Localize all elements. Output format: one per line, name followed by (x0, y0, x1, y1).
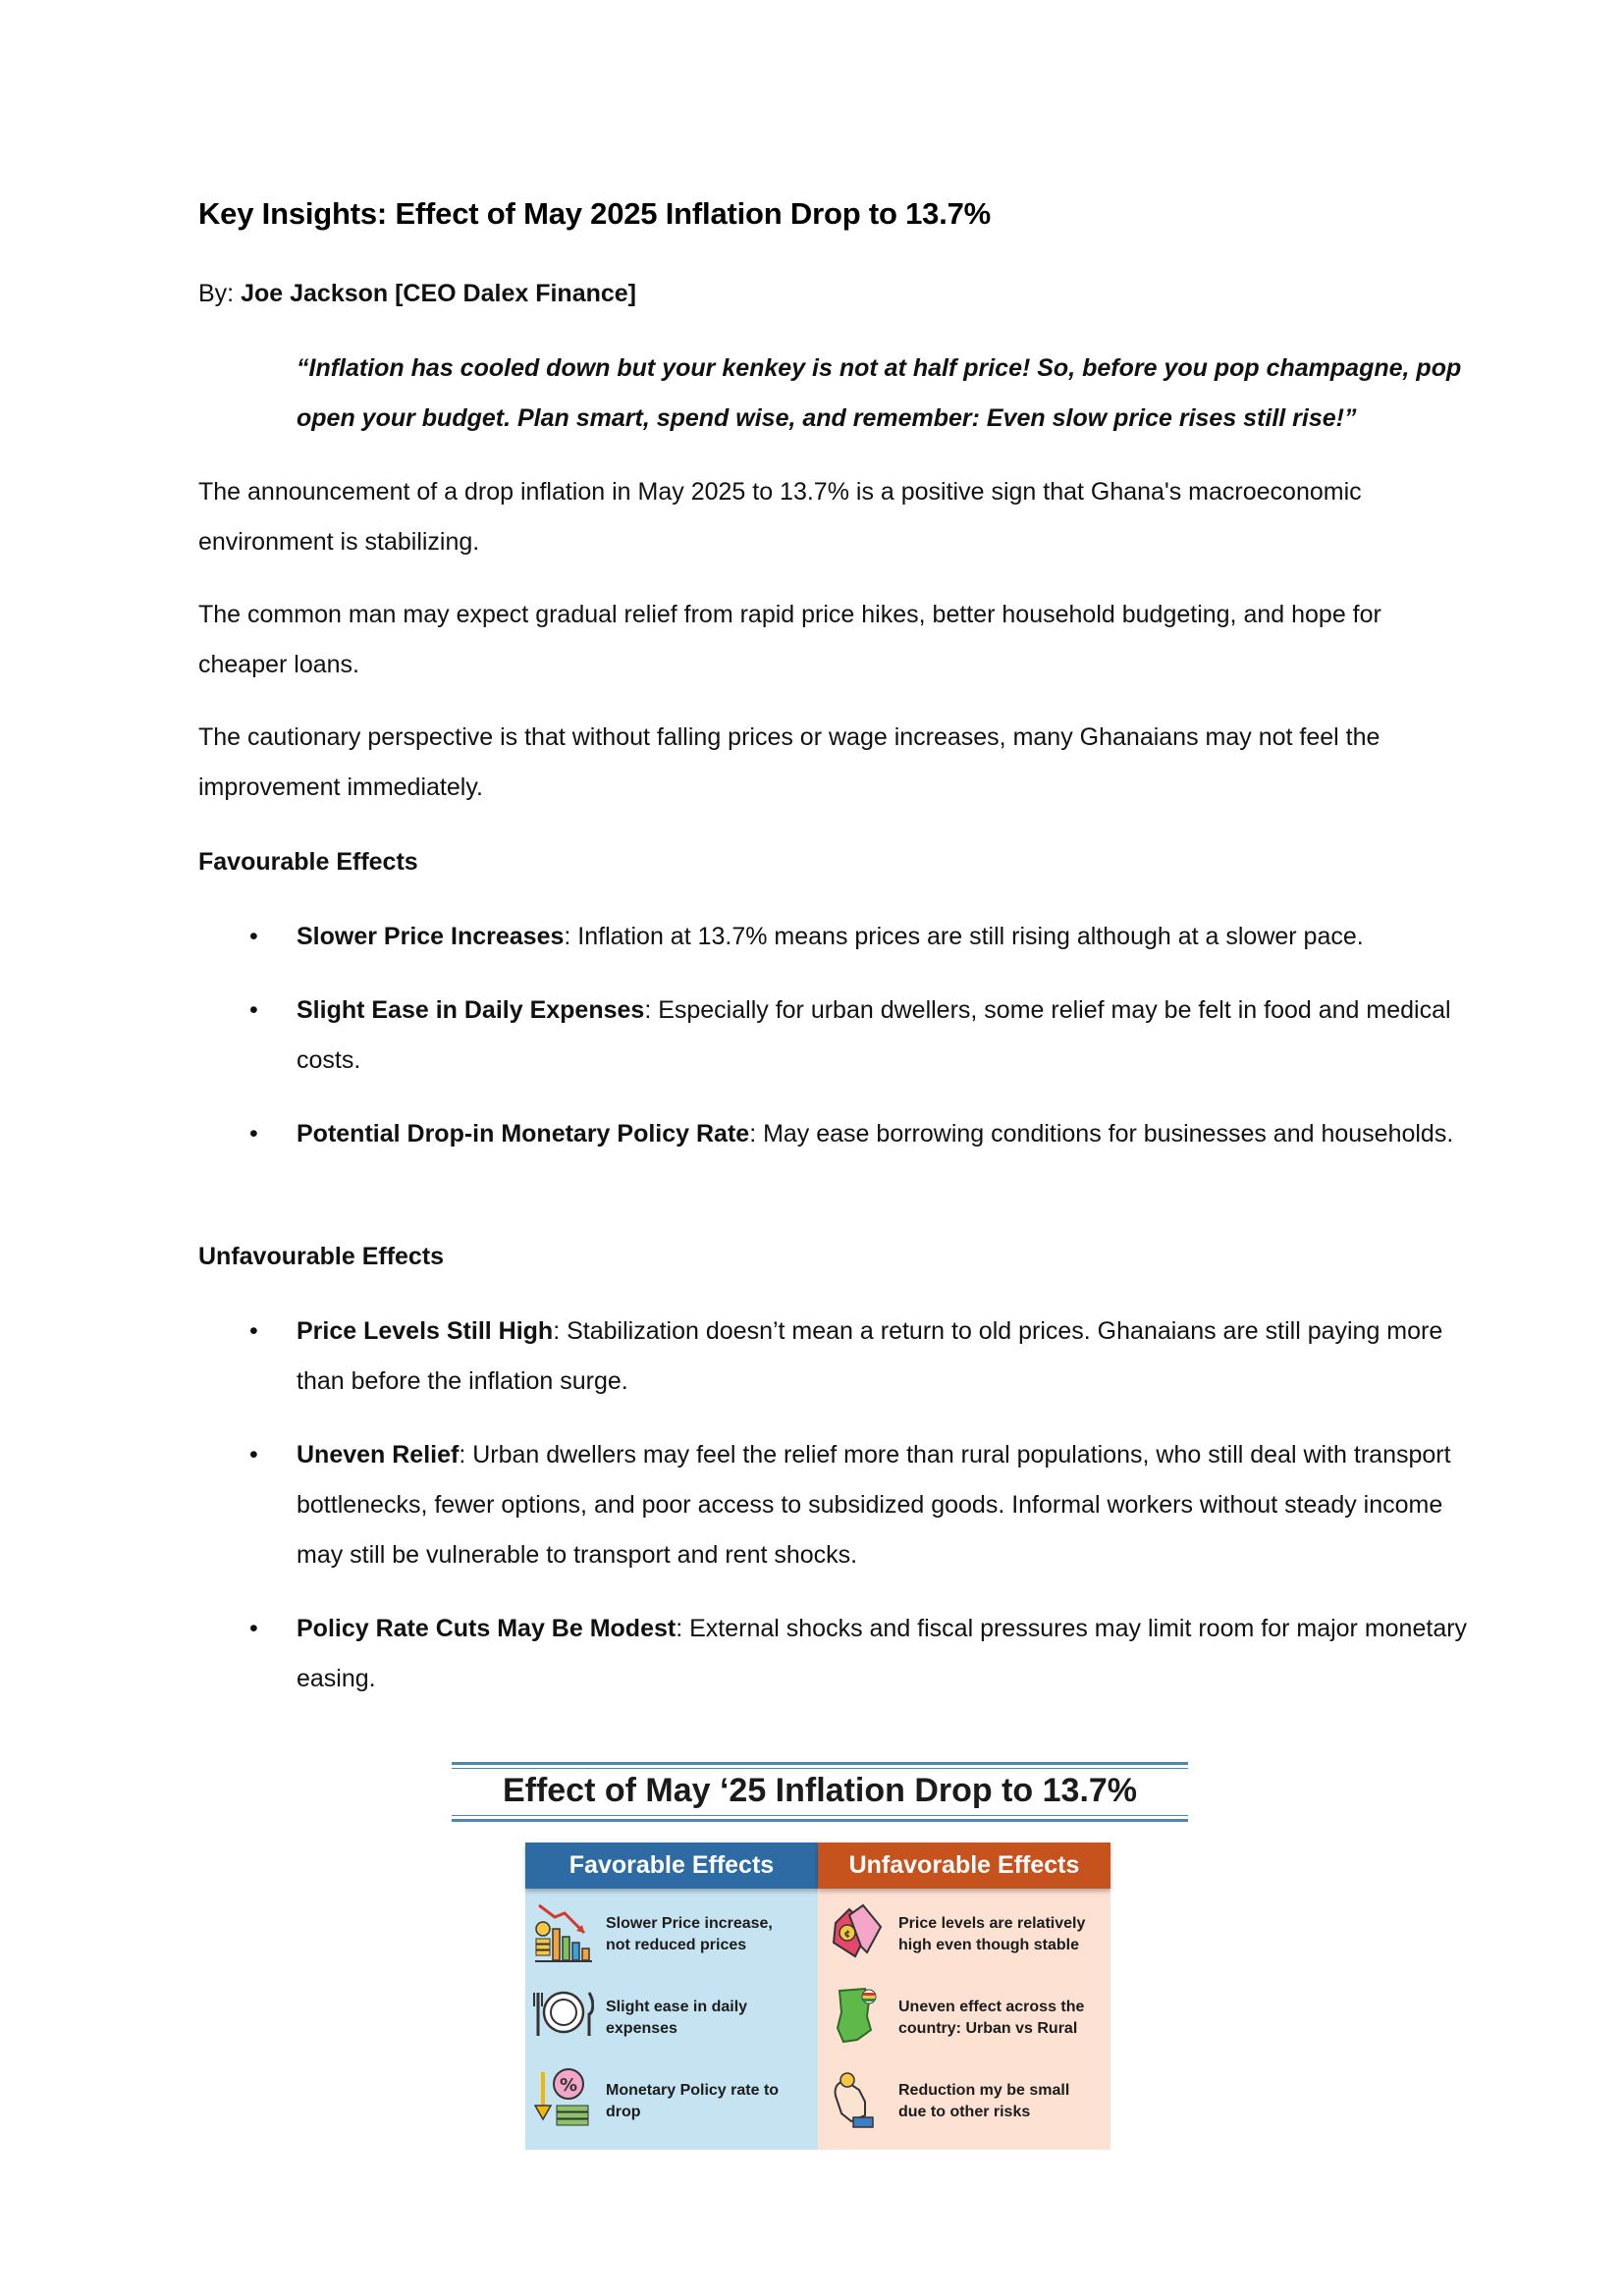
plate-fork-knife-icon (533, 1983, 594, 2052)
bullet-text: : Urban dwellers may feel the relief more than rural populations, who still deal with transport bottlenecks, fewer options, and poor access to subsidized goods. Informal workers without steady income may still be vulnerable to transport and rent shocks. (297, 1441, 1451, 1569)
price-tags-icon (826, 1899, 887, 1968)
svg-text:¢: ¢ (843, 1929, 851, 1940)
unfavorable-item-label: Price levels are relatively high even though stable (898, 1915, 1086, 1953)
bullet-term: Price Levels Still High (297, 1317, 554, 1345)
paragraph-common-man: The common man may expect gradual relief from rapid price hikes, better household budgeting, and hope for cheaper loans. (198, 601, 1381, 678)
paragraph-announcement: The announcement of a drop inflation in May 2025 to 13.7% is a positive sign that Ghana's macroeconomic environment is stabilizing. (198, 478, 1362, 556)
bullet-text: : Inflation at 13.7% means prices are still rising although at a slower pace. (564, 923, 1364, 950)
page-title: Key Insights: Effect of May 2025 Inflation Drop to 13.7% (198, 196, 992, 231)
unfavorable-item (818, 1983, 1110, 2061)
bullet-dot: • (249, 1441, 258, 1468)
bullet-term: Potential Drop-in Monetary Policy Rate (297, 1120, 750, 1148)
infographic-title: Effect of May ‘25 Inflation Drop to 13.7% (502, 1772, 1138, 1809)
unfavorable-item-label: Reduction my be small due to other risks (898, 2082, 1070, 2120)
unfavourable-heading: Unfavourable Effects (198, 1243, 445, 1270)
ghana-map-icon (826, 1983, 887, 2052)
byline-author: Joe Jackson [CEO Dalex Finance] (241, 280, 637, 307)
unfavorable-header: Unfavorable Effects (818, 1842, 1110, 1889)
title-rule-bottom (452, 1819, 1188, 1822)
favorable-item-label: Monetary Policy rate to drop (606, 2082, 780, 2120)
title-rule-bottom-thin (452, 1815, 1188, 1816)
favorable-panel (525, 1842, 818, 2150)
unfavorable-item-label: Uneven effect across the country: Urban vs Rural (898, 1999, 1085, 2037)
infographic (452, 1762, 1188, 2155)
percent-down-arrow-coins-icon (533, 2066, 594, 2135)
bullet-text: : External shocks and fiscal pressures may limit room for major monetary easing. (297, 1615, 1468, 1692)
unfavorable-panel (818, 1842, 1110, 2150)
bullet-term: Slower Price Increases (297, 923, 565, 950)
paragraph-cautionary: The cautionary perspective is that without falling prices or wage increases, many Ghanaians may not feel the improvement immediately. (198, 723, 1380, 801)
bullet-text: : May ease borrowing conditions for businesses and households. (749, 1120, 1454, 1148)
byline-prefix: By: (198, 280, 242, 307)
svg-text:%: % (559, 2075, 578, 2096)
bullet-text: : Especially for urban dwellers, some relief may be felt in food and medical costs. (297, 996, 1451, 1074)
bullet-dot: • (249, 923, 258, 950)
favorable-item (525, 1983, 818, 2061)
favorable-header: Favorable Effects (525, 1842, 818, 1889)
favorable-item-label: Slower Price increase, not reduced prices (606, 1915, 773, 1953)
bullet-term: Policy Rate Cuts May Be Modest (297, 1615, 677, 1642)
favorable-item (525, 2066, 818, 2145)
unfavorable-item (818, 2066, 1110, 2145)
bullet-dot: • (249, 1120, 258, 1148)
bullet-dot: • (249, 1615, 258, 1642)
favorable-item-label: Slight ease in daily expenses (606, 1999, 748, 2037)
byline (198, 280, 636, 308)
hand-pinch-coin-icon (826, 2066, 887, 2135)
favourable-heading: Favourable Effects (198, 848, 418, 876)
bullet-dot: • (249, 1317, 258, 1345)
pull-quote: “Inflation has cooled down but your kenkey is not at half price! So, before you pop champagne, pop open your budget. Plan smart, spend wise, and remember: Even slow price rises still rise!” (297, 354, 1462, 432)
bullet-term: Uneven Relief (297, 1441, 460, 1468)
title-rule-top-thin (452, 1768, 1188, 1769)
bullet-dot: • (249, 996, 258, 1024)
falling-bar-chart-coins-icon (533, 1899, 594, 1968)
bullet-term: Slight Ease in Daily Expenses (297, 996, 645, 1024)
bullet-text: : Stabilization doesn’t mean a return to old prices. Ghanaians are still paying more than before the inflation surge. (297, 1317, 1443, 1395)
unfavorable-item (818, 1899, 1110, 1978)
title-rule-top (452, 1762, 1188, 1765)
favorable-item (525, 1899, 818, 1978)
